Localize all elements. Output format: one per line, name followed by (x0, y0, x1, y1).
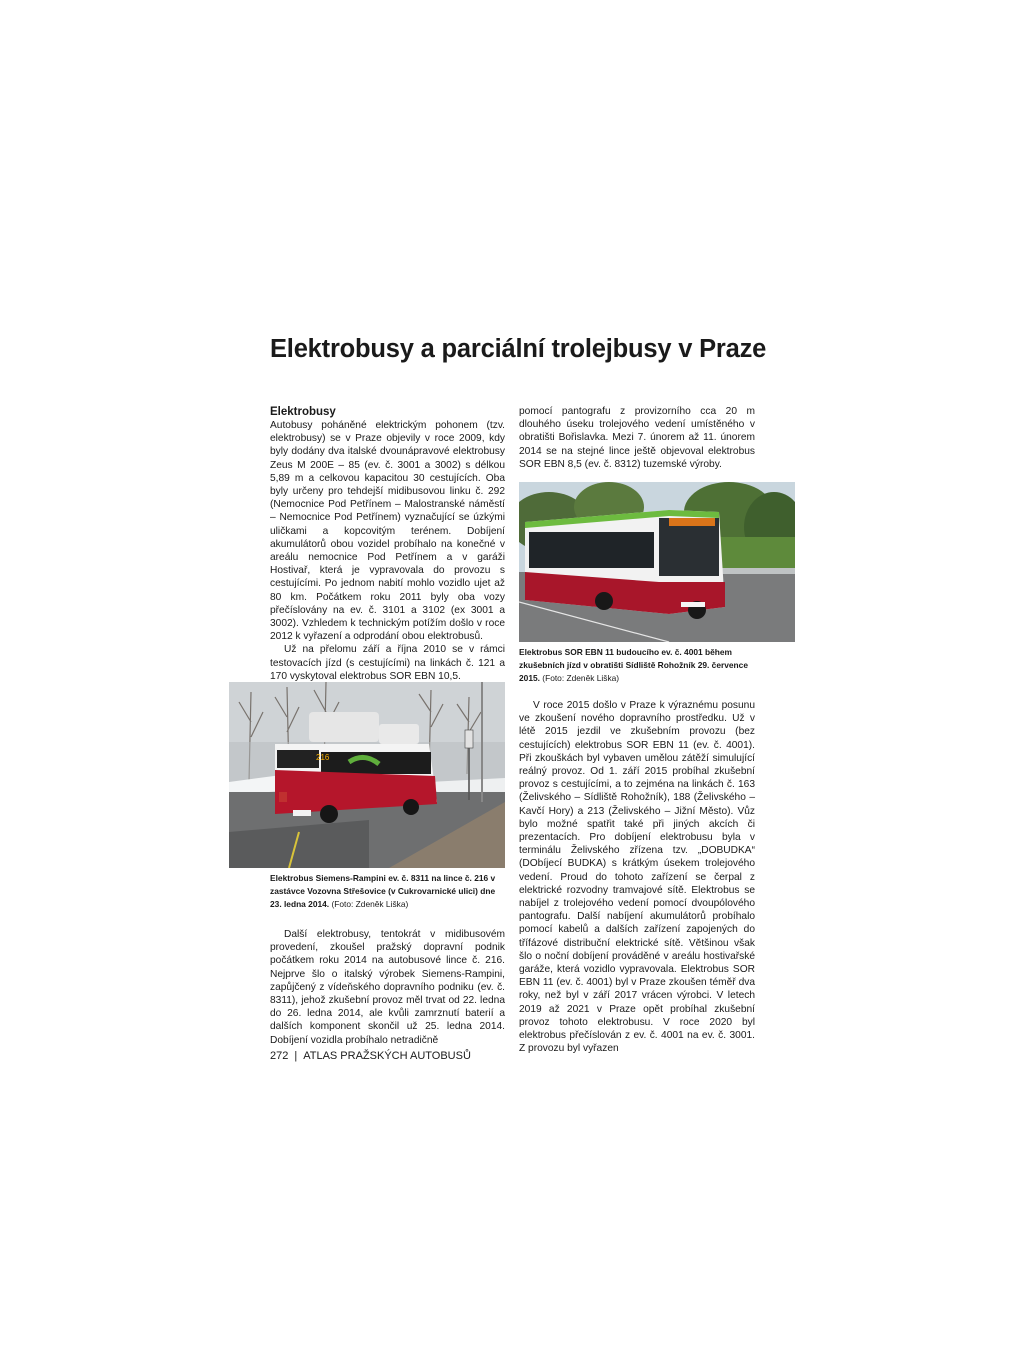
caption-credit: (Foto: Zdeněk Liška) (331, 899, 409, 909)
column-right-bottom (519, 699, 755, 1055)
column-right-top (519, 405, 755, 471)
column-left-top (270, 405, 505, 683)
page-title: Elektrobusy a parciální trolejbusy v Praze (270, 335, 767, 363)
caption-text: Elektrobus Siemens-Rampini ev. č. 8311 na lince č. 216 v zastávce Vozovna Střešovice (v Cukrovarnické ulici) dne 23. ledna 2014. (270, 873, 496, 909)
footer-separator: | (294, 1050, 298, 1062)
paragraph: pomocí pantografu z provizorního cca 20 m dlouhého úseku trolejového vedení umístěného v obratišti Bořislavka. Mezi 7. únorem až 11. únorem 2014 se na stejné lince ještě objevoval elektrobus SOR EBN 8,5 (ev. č. 8312) tuzemské výroby. (519, 406, 755, 470)
caption-credit: (Foto: Zdeněk Liška) (542, 673, 620, 683)
paragraph: V roce 2015 došlo v Praze k výraznému posunu ve zkoušení nového dopravního prostředku. Už v létě 2015 jezdil ve zkušebním provozu (bez cestujících) elektrobus SOR EBN 11 (ev. č. 4001). Při zkouškách byl vybaven umělou zátěží simulující reálný provoz. Od 1. září 2015 probíhal zkušební provoz s cestujícími, a to zejména na linkách č. 163 (Želivského – Sídliště Rohožník), 188 (Želivského – Kavčí Hory) a 213 (Želivského – Jižní Město). Vůz bylo možné spatřit také při jiných akcích či prezentacích. Pro dobíjení elektrobusu byla v terminálu Želivského zřízena tzv. „DOBUDKA“ (DObíjecí BUDKA) s krátkým úsekem trolejového vedení. Proud do tohoto zařízení se čerpal z elektrické rozvodny tramvajové sítě. Elektrobus se nabíjel z trolejového vedení pomocí dvoupólového pantografu. Další nabíjení akumulátorů probíhalo pomocí kabelů a dalších zařízení zapojených do třífázové distribuční elektrické sítě. Většinou však šlo o noční dobíjení prováděné v areálu hostivařské garáže, která vozidlo vypravovala. Elektrobus SOR EBN 11 (ev. č. 4001) byl v Praze zkoušen téměř dva roky, než byl v září 2017 vrácen výrobci. V letech 2019 až 2021 v Praze opět probíhal zkušební provoz tohoto elektrobusu. V roce 2020 byl elektrobus přečíslován z ev. č. 4001 na ev. č. 3001. Z provozu byl vyřazen (519, 700, 755, 1055)
paragraph: Už na přelomu září a října 2010 se v rámci testovacích jízd (s cestujícími) na linkách č. 121 a 170 vyskytoval elektrobus SOR EBN 10,5. (270, 644, 505, 682)
paragraph: Autobusy poháněné elektrickým pohonem (tzv. elektrobusy) se v Praze objevily v roce 2009, kdy byly dodány dva italské dvounápravové elektrobusy Zeus M 200E – 85 (ev. č. 3001 a 3002) s délkou 5,89 m a celkovou kapacitou 30 cestujících. Oba byly určeny pro tehdejší midibusovou linku č. 292 (Nemocnice Pod Petřínem – Malostranské náměstí – Nemocnice Pod Petřínem) vyznačující se úzkými uličkami a kopcovitým terénem. Dobíjení akumulátorů obou vozidel probíhalo na konečné v areálu nemocnice Pod Petřínem a v garáži Hostivař, která je vypravovala do provozu s cestujícími. Po jednom nabití mohlo vozidlo ujet až 80 km. Počátkem roku 2011 byly oba vozy přečíslovány na ev. č. 3101 a 3102 (ex 3001 a 3002). Vzhledem k technickým potížím došlo v roce 2012 k vyřazení a odprodání obou elektrobusů. (270, 420, 505, 643)
page-footer (270, 1050, 471, 1062)
photo-caption (270, 872, 505, 911)
paragraph: Další elektrobusy, tentokrát v midibusovém provedení, zkoušel pražský dopravní podnik počátkem roku 2014 na autobusové lince č. 216. Nejprve šlo o italský výrobek Siemens-Rampini, zapůjčený z vídeňského dopravního podniku (ev. č. 8311), jehož zkušební provoz měl trvat od 22. ledna do 26. ledna 2014, ale kvůli zamrznutí baterií a dalších komponent skončil už 25. ledna 2014. Dobíjení vozidla probíhalo netradičně (270, 929, 505, 1046)
page-number: 272 (270, 1050, 289, 1062)
photo-caption (519, 646, 759, 685)
bus-line-number: 216 (316, 753, 330, 762)
column-left-bottom (270, 928, 505, 1047)
book-title: ATLAS PRAŽSKÝCH AUTOBUSŮ (303, 1050, 471, 1062)
photo-siemens-rampini-bus (229, 682, 505, 868)
bus-graphic (525, 510, 725, 619)
photo-sor-ebn-11-bus (519, 482, 795, 642)
caption-text: Elektrobus SOR EBN 11 budoucího ev. č. 4001 během zkušebních jízd v obratišti Sídliště Rohožník 29. července 2015. (519, 647, 748, 683)
section-heading: Elektrobusy (270, 406, 336, 418)
